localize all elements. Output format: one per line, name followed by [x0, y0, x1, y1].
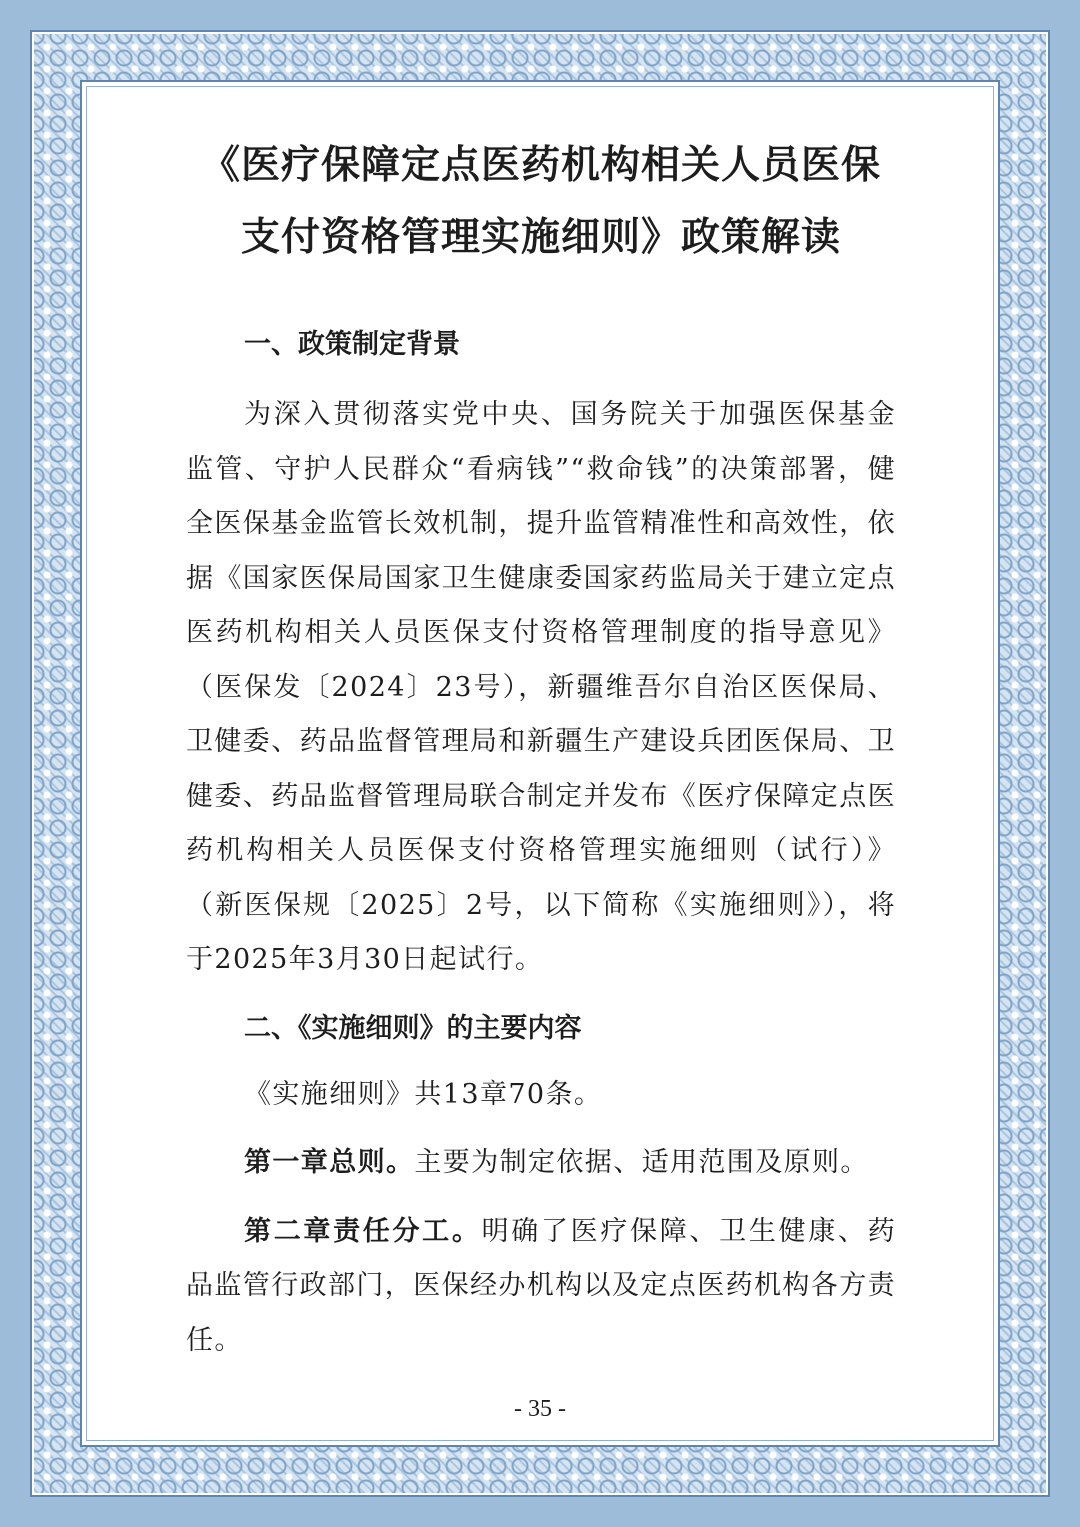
section-1-heading: 一、政策制定背景: [244, 329, 460, 360]
section-1-paragraph: 为深入贯彻落实党中央、国务院关于加强医保基金监管、守护人民群众“看病钱”“救命钱”的决策部署，健全医保基金监管长效机制，提升监管精准性和高效性，依据《国家医保局国家卫生健康委国家药监局关于建立定点医药机构相关人员医保支付资格管理制度的指导意见》（医保发〔2024〕23号），新疆维吾尔自治区医保局、卫健委、药品监督管理局和新疆生产建设兵团医保局、卫健委、药品监督管理局联合制定并发布《医疗保障定点医药机构相关人员医保支付资格管理实施细则（试行）》（新医保规〔2025〕2号，以下简称《实施细则》），将于2025年3月30日起试行。: [186, 399, 896, 975]
section-2-summary: 《实施细则》共13章70条。: [244, 1078, 603, 1110]
page-number: - 35 -: [514, 1396, 566, 1422]
chapter-1-body: 主要为制定依据、适用范围及原则。: [414, 1147, 869, 1178]
section-2-heading: 二、《实施细则》的主要内容: [244, 1012, 582, 1044]
title-line-1: 《医疗保障定点医药机构相关人员医保: [200, 143, 881, 188]
title-line-2: 支付资格管理实施细则》政策解读: [240, 215, 841, 260]
chapter-2-body: 明确了医疗保障、卫生健康、药品监管行政部门，医保经办机构以及定点医药机构各方责任。: [186, 1215, 896, 1356]
document-body: [186, 130, 896, 1368]
chapter-1-paragraph: [186, 1136, 896, 1191]
chapter-1-lead: 第一章总则。: [244, 1147, 415, 1178]
chapter-2-lead: 第二章责任分工。: [244, 1215, 482, 1247]
document-title: [151, 130, 931, 274]
chapter-2-paragraph: [186, 1205, 896, 1369]
